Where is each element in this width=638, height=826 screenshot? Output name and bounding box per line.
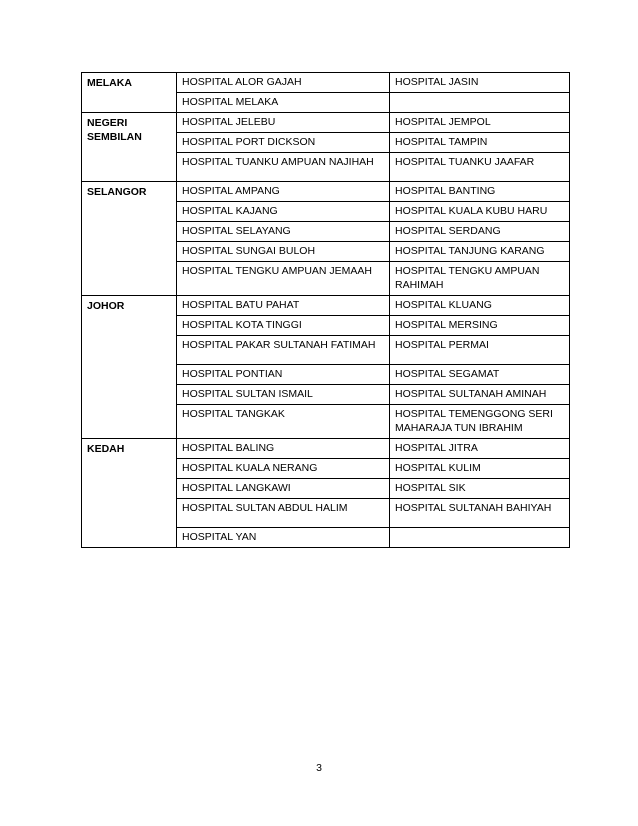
hospital-cell: HOSPITAL KUALA NERANG: [177, 459, 390, 479]
hospital-cell: HOSPITAL BALING: [177, 439, 390, 459]
hospital-cell: HOSPITAL PORT DICKSON: [177, 133, 390, 153]
hospital-cell: HOSPITAL BATU PAHAT: [177, 296, 390, 316]
hospital-cell: HOSPITAL SULTANAH BAHIYAH: [390, 499, 570, 528]
hospital-cell: HOSPITAL TAMPIN: [390, 133, 570, 153]
hospital-cell: HOSPITAL TENGKU AMPUAN RAHIMAH: [390, 262, 570, 296]
hospital-cell: HOSPITAL TEMENGGONG SERI MAHARAJA TUN IBRAHIM: [390, 405, 570, 439]
hospital-cell: [390, 528, 570, 548]
hospital-cell: HOSPITAL MELAKA: [177, 93, 390, 113]
table-row: [82, 439, 570, 459]
hospital-cell: HOSPITAL MERSING: [390, 316, 570, 336]
hospital-cell: HOSPITAL JEMPOL: [390, 113, 570, 133]
hospital-cell: HOSPITAL TENGKU AMPUAN JEMAAH: [177, 262, 390, 296]
hospital-cell: HOSPITAL TANGKAK: [177, 405, 390, 439]
state-name: MELAKA: [82, 73, 177, 113]
table-row: [82, 73, 570, 93]
hospital-cell: HOSPITAL KUALA KUBU HARU: [390, 202, 570, 222]
hospital-cell: HOSPITAL SULTAN ABDUL HALIM: [177, 499, 390, 528]
hospital-table: [81, 72, 570, 548]
hospital-cell: HOSPITAL YAN: [177, 528, 390, 548]
hospital-cell: HOSPITAL AMPANG: [177, 182, 390, 202]
state-name: KEDAH: [82, 439, 177, 548]
hospital-cell: HOSPITAL TANJUNG KARANG: [390, 242, 570, 262]
hospital-cell: HOSPITAL JASIN: [390, 73, 570, 93]
hospital-cell: HOSPITAL TUANKU JAAFAR: [390, 153, 570, 182]
hospital-cell: HOSPITAL SEGAMAT: [390, 365, 570, 385]
hospital-cell: HOSPITAL SELAYANG: [177, 222, 390, 242]
hospital-cell: HOSPITAL LANGKAWI: [177, 479, 390, 499]
hospital-cell: HOSPITAL SULTAN ISMAIL: [177, 385, 390, 405]
hospital-cell: HOSPITAL TUANKU AMPUAN NAJIHAH: [177, 153, 390, 182]
state-name: NEGERI SEMBILAN: [82, 113, 177, 182]
hospital-cell: HOSPITAL JITRA: [390, 439, 570, 459]
hospital-table-body: [82, 73, 570, 548]
table-row: [82, 182, 570, 202]
hospital-cell: HOSPITAL KOTA TINGGI: [177, 316, 390, 336]
hospital-cell: HOSPITAL KULIM: [390, 459, 570, 479]
state-name: JOHOR: [82, 296, 177, 439]
hospital-cell: HOSPITAL KLUANG: [390, 296, 570, 316]
table-row: [82, 296, 570, 316]
hospital-cell: HOSPITAL SUNGAI BULOH: [177, 242, 390, 262]
hospital-cell: HOSPITAL SERDANG: [390, 222, 570, 242]
hospital-cell: HOSPITAL ALOR GAJAH: [177, 73, 390, 93]
hospital-cell: HOSPITAL BANTING: [390, 182, 570, 202]
hospital-cell: HOSPITAL SULTANAH AMINAH: [390, 385, 570, 405]
hospital-cell: HOSPITAL JELEBU: [177, 113, 390, 133]
hospital-cell: HOSPITAL PONTIAN: [177, 365, 390, 385]
state-name: SELANGOR: [82, 182, 177, 296]
hospital-cell: [390, 93, 570, 113]
hospital-cell: HOSPITAL KAJANG: [177, 202, 390, 222]
table-row: [82, 113, 570, 133]
hospital-cell: HOSPITAL PAKAR SULTANAH FATIMAH: [177, 336, 390, 365]
hospital-cell: HOSPITAL PERMAI: [390, 336, 570, 365]
hospital-cell: HOSPITAL SIK: [390, 479, 570, 499]
page-number: 3: [316, 762, 322, 774]
